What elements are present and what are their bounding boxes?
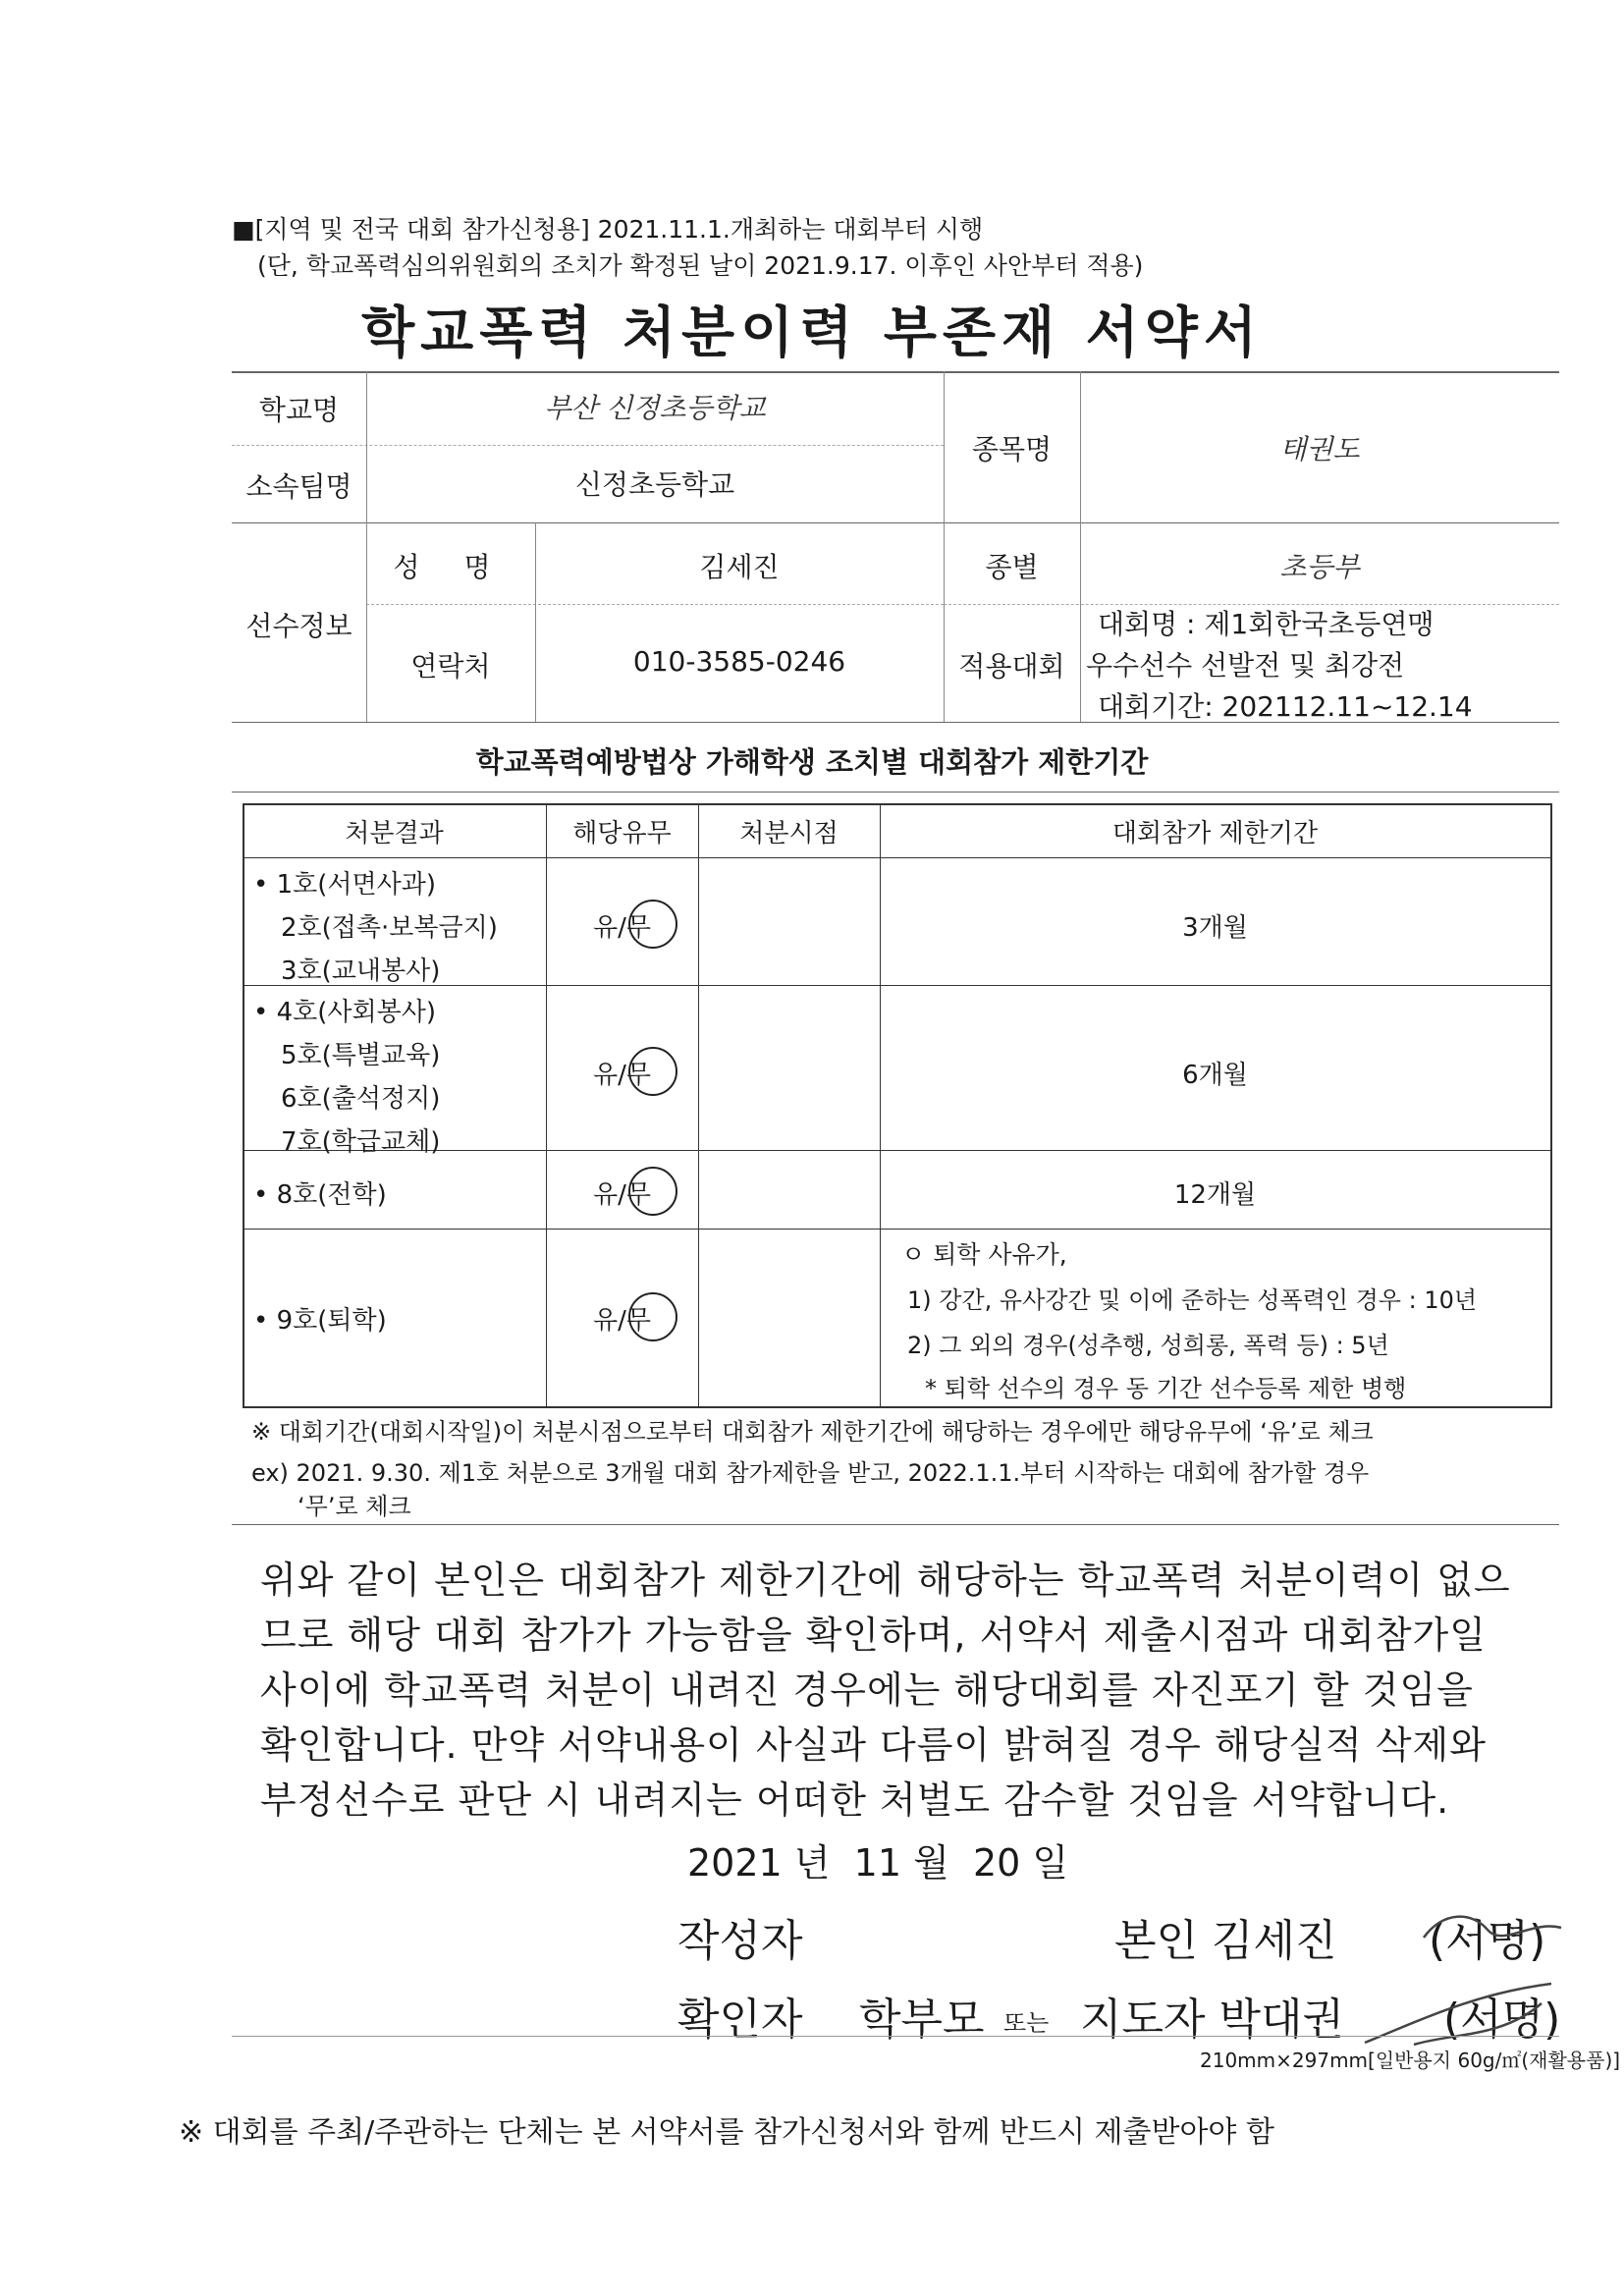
row2-item3: 6호(출석정지) bbox=[281, 1084, 441, 1114]
team-value: 신정초등학교 bbox=[574, 468, 735, 501]
event-label: 종목명 bbox=[971, 433, 1053, 465]
player-info-label: 선수정보 bbox=[245, 610, 352, 642]
row4-applicable: 유/무 bbox=[593, 1306, 651, 1336]
confirmer-role: 학부모 bbox=[859, 1995, 985, 2045]
competition-name-line2: 우수선수 선발전 및 최강전 bbox=[1086, 649, 1405, 682]
row3-no-circle bbox=[628, 1167, 677, 1216]
writer-signature-mark bbox=[1414, 1900, 1581, 1969]
footer-note: ※ 대회를 주최/주관하는 단체는 본 서약서를 참가신청서와 함께 반드시 제출받아야 함 bbox=[179, 2115, 1274, 2150]
pledge-line-1: 위와 같이 본인은 대회참가 제한기간에 해당하는 학교폭력 처분이력이 없으 bbox=[260, 1558, 1511, 1602]
note-3: ‘무’로 체크 bbox=[298, 1493, 411, 1520]
writer-label: 작성자 bbox=[677, 1916, 803, 1966]
notice-line-2: (단, 학교폭력심의위원회의 조치가 확정된 날이 2021.9.17. 이후인 사안부터 적용) bbox=[257, 251, 1144, 280]
confirmer-name: 지도자 박대권 bbox=[1080, 1995, 1345, 2045]
col-header-restriction: 대회참가 제한기간 bbox=[1111, 819, 1319, 848]
row1-no-circle bbox=[628, 900, 677, 949]
confirmer-label: 확인자 bbox=[677, 1995, 803, 2045]
col-header-timing: 처분시점 bbox=[739, 819, 839, 848]
row4-item1: • 9호(퇴학) bbox=[253, 1306, 387, 1336]
note-2: ex) 2021. 9.30. 제1호 처분으로 3개월 대회 참가제한을 받고, 2022.1.1.부터 시작하는 대회에 참가할 경우 bbox=[251, 1459, 1370, 1487]
confirmer-sign-label: (서명) bbox=[1443, 1995, 1561, 2045]
pledge-line-3: 사이에 학교폭력 처분이 내려진 경우에는 해당대회를 자진포기 할 것임을 bbox=[260, 1668, 1474, 1712]
note-1: ※ 대회기간(대회시작일)이 처분시점으로부터 대회참가 제한기간에 해당하는 경우에만 해당유무에 ‘유’로 체크 bbox=[251, 1418, 1374, 1446]
row3-item1: • 8호(전학) bbox=[253, 1180, 387, 1210]
competition-label: 적용대회 bbox=[958, 650, 1065, 683]
or-text: 또는 bbox=[1003, 2009, 1050, 2037]
division-value: 초등부 bbox=[1279, 551, 1360, 583]
name-value: 김세진 bbox=[699, 551, 780, 583]
notice-line-1: ■[지역 및 전국 대회 참가신청용] 2021.11.1.개최하는 대회부터 시행 bbox=[232, 215, 984, 244]
row2-item4: 7호(학급교체) bbox=[281, 1127, 441, 1157]
event-value: 태권도 bbox=[1279, 433, 1360, 465]
paper-spec: 210mm×297mm[일반용지 60g/㎡(재활용품)] bbox=[1200, 2049, 1621, 2072]
row2-item1: • 4호(사회봉사) bbox=[253, 998, 437, 1027]
team-label: 소속팀명 bbox=[245, 470, 352, 503]
col-header-result: 처분결과 bbox=[345, 819, 444, 848]
contact-label: 연락처 bbox=[410, 650, 491, 683]
name-label: 성 명 bbox=[393, 551, 509, 583]
writer-name: 본인 김세진 bbox=[1114, 1916, 1337, 1966]
col-header-applicable: 해당유무 bbox=[572, 819, 672, 848]
contact-value: 010-3585-0246 bbox=[632, 645, 846, 678]
division-label: 종별 bbox=[985, 551, 1039, 583]
row4-no-circle bbox=[628, 1292, 677, 1341]
row4-period-line2: 1) 강간, 유사강간 및 이에 준하는 성폭력인 경우 : 10년 bbox=[907, 1286, 1478, 1314]
row1-period: 3개월 bbox=[1182, 913, 1248, 943]
row1-item1: • 1호(서면사과) bbox=[253, 870, 437, 900]
writer-sign-label: (서명) bbox=[1429, 1916, 1546, 1966]
row2-item2: 5호(특별교육) bbox=[281, 1041, 441, 1070]
row2-applicable: 유/무 bbox=[593, 1061, 651, 1090]
document-title: 학교폭력 처분이력 부존재 서약서 bbox=[361, 301, 1263, 365]
date: 2021 년 11 월 20 일 bbox=[687, 1841, 1069, 1885]
row1-item2: 2호(접촉·보복금지) bbox=[281, 913, 498, 943]
row4-period-line3: 2) 그 외의 경우(성추행, 성희롱, 폭력 등) : 5년 bbox=[907, 1332, 1389, 1359]
pledge-line-5: 부정선수로 판단 시 내려지는 어떠한 처벌도 감수할 것임을 서약합니다. bbox=[260, 1778, 1450, 1822]
pledge-line-4: 확인합니다. 만약 서약내용이 사실과 다름이 밝혀질 경우 해당실적 삭제와 bbox=[260, 1723, 1487, 1767]
school-value: 부산 신정초등학교 bbox=[544, 392, 766, 424]
row4-period-line1: ㅇ 퇴학 사유가, bbox=[901, 1240, 1067, 1269]
section-title: 학교폭력예방법상 가해학생 조치별 대회참가 제한기간 bbox=[475, 745, 1149, 779]
competition-period: 대회기간: 202112.11~12.14 bbox=[1098, 690, 1473, 723]
row1-item3: 3호(교내봉사) bbox=[281, 957, 441, 986]
row2-period: 6개월 bbox=[1182, 1061, 1248, 1090]
row2-no-circle bbox=[628, 1047, 677, 1096]
row4-period-line4: * 퇴학 선수의 경우 동 기간 선수등록 제한 병행 bbox=[925, 1375, 1407, 1402]
row3-period: 12개월 bbox=[1173, 1180, 1257, 1210]
row1-applicable: 유/무 bbox=[593, 913, 651, 943]
school-label: 학교명 bbox=[258, 394, 340, 426]
row3-applicable: 유/무 bbox=[593, 1180, 651, 1210]
pledge-line-2: 므로 해당 대회 참가가 가능함을 확인하며, 서약서 제출시점과 대회참가일 bbox=[260, 1613, 1487, 1657]
competition-name-line1: 대회명 : 제1회한국초등연맹 bbox=[1098, 608, 1435, 640]
